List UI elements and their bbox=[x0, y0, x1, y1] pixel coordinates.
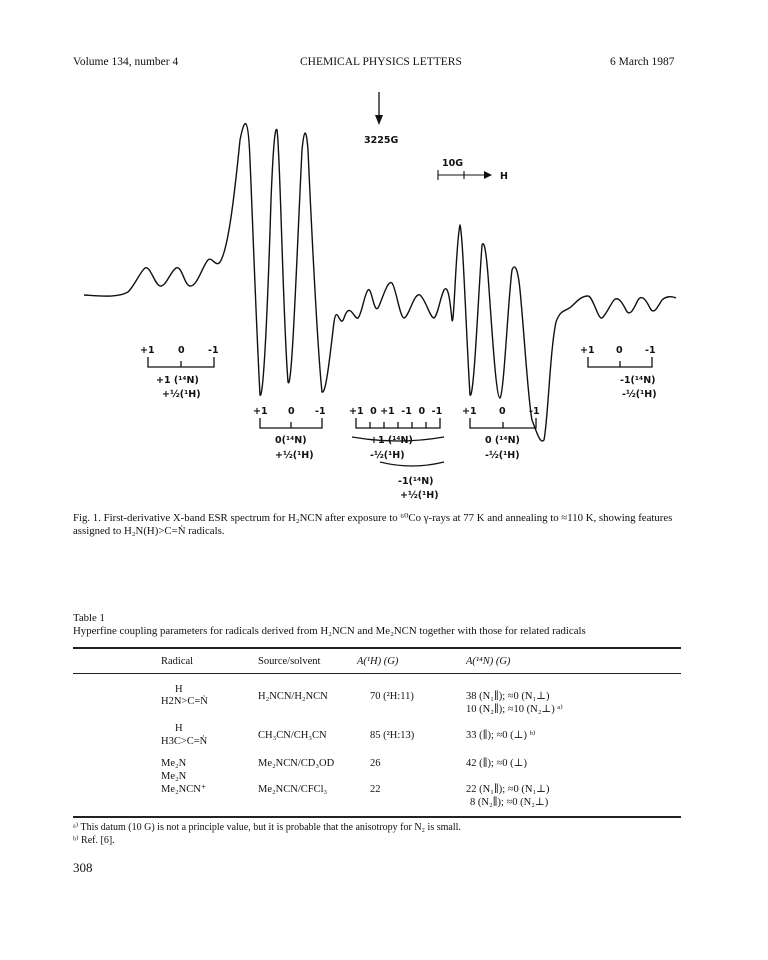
right-stick-num-minus1: -1 bbox=[645, 345, 656, 356]
c2-label-h: -½(¹H) bbox=[370, 450, 405, 461]
footnote-b: ᵇ⁾ Ref. [6]. bbox=[73, 835, 115, 846]
right-stick-num-plus1: +1 bbox=[580, 345, 595, 356]
right-label-h: -½(¹H) bbox=[622, 389, 657, 400]
row2-a-h: 85 (²H:13) bbox=[370, 730, 415, 741]
footnote-a: ᵃ⁾ This datum (10 G) is not a principle value, but it is probable that the anisotropy for N₂ is small. bbox=[73, 822, 461, 833]
row4-a-n-1: 22 (N₁∥); ≈0 (N₁⊥) bbox=[466, 784, 550, 795]
row3-radical-2: Me₂N bbox=[161, 771, 187, 782]
row4-radical: Me₂NCN⁺ bbox=[161, 784, 207, 795]
row1-a-n-2: 10 (N₂∥); ≈10 (N₂⊥) ᵃ⁾ bbox=[466, 704, 563, 715]
row1-source: H₂NCN/H₂NCN bbox=[258, 691, 328, 702]
left-stick-num-minus1: -1 bbox=[208, 345, 219, 356]
row3-source: Me₂NCN/CD₃OD bbox=[258, 758, 335, 769]
c3-num-plus1: +1 bbox=[462, 406, 477, 417]
col-header-source: Source/solvent bbox=[258, 656, 321, 667]
c2b-label-h: +½(¹H) bbox=[400, 490, 439, 501]
field-marker-label: 3225G bbox=[364, 135, 399, 146]
right-stick-num-0: 0 bbox=[616, 345, 623, 356]
c2-nums: +1 0 +1 -1 0 -1 bbox=[349, 406, 443, 417]
left-label-n: +1 (¹⁴N) bbox=[156, 375, 199, 386]
figure-caption: Fig. 1. First-derivative X-band ESR spectrum for H₂NCN after exposure to ⁶⁰Co γ-rays at 77 K and annealing to ≈110 K, showing features assigned to H₂N(H)>C=Ṅ radicals. bbox=[73, 512, 673, 537]
header-journal: CHEMICAL PHYSICS LETTERS bbox=[300, 56, 462, 68]
c1-num-0: 0 bbox=[288, 406, 295, 417]
table-top-rule bbox=[73, 647, 681, 649]
row4-a-h: 22 bbox=[370, 784, 381, 795]
row2-radical-h: H bbox=[175, 723, 183, 734]
scale-bar-label: 10G bbox=[442, 158, 464, 169]
c1-label-n: 0(¹⁴N) bbox=[275, 435, 307, 446]
row2-source: CH₃CN/CH₃CN bbox=[258, 730, 327, 741]
c3-num-0: 0 bbox=[499, 406, 506, 417]
table-bottom-rule bbox=[73, 816, 681, 818]
col-header-a-h: A(¹H) (G) bbox=[357, 656, 399, 667]
c1-label-h: +½(¹H) bbox=[275, 450, 314, 461]
row1-radical-h: H bbox=[175, 684, 183, 695]
table-title: Table 1 bbox=[73, 612, 105, 624]
table-header-rule bbox=[73, 673, 681, 674]
header-volume: Volume 134, number 4 bbox=[73, 56, 179, 68]
header-date: 6 March 1987 bbox=[610, 56, 675, 68]
c3-num-minus1: -1 bbox=[529, 406, 540, 417]
left-stick-num-0: 0 bbox=[178, 345, 185, 356]
row3-a-n-1: 42 (∥); ≈0 (⊥) bbox=[466, 758, 528, 769]
c2-label-n: +1 (¹⁴N) bbox=[370, 435, 413, 446]
table-title-block bbox=[73, 612, 586, 638]
row2-a-n-1: 33 (∥); ≈0 (⊥) ᵇ⁾ bbox=[466, 730, 536, 741]
c2b-label-n: -1(¹⁴N) bbox=[398, 476, 434, 487]
field-axis-label: H bbox=[500, 171, 508, 182]
c1-num-plus1: +1 bbox=[253, 406, 268, 417]
c1-num-minus1: -1 bbox=[315, 406, 326, 417]
c3-label-h: -½(¹H) bbox=[485, 450, 520, 461]
left-stick-num-plus1: +1 bbox=[140, 345, 155, 356]
c3-label-n: 0 (¹⁴N) bbox=[485, 435, 520, 446]
col-header-a-n: A(¹⁴N) (G) bbox=[466, 656, 511, 667]
page-number: 308 bbox=[73, 860, 93, 875]
col-header-radical: Radical bbox=[161, 656, 194, 667]
left-label-h: +½(¹H) bbox=[162, 389, 201, 400]
scale-bar bbox=[438, 170, 492, 180]
right-label-n: -1(¹⁴N) bbox=[620, 375, 656, 386]
row3-a-h: 26 bbox=[370, 758, 381, 769]
row4-source: Me₂NCN/CFCl₃ bbox=[258, 784, 328, 795]
row3-radical-1: Me₂N bbox=[161, 758, 187, 769]
row2-radical-main: H3C>C=Ṅ bbox=[161, 736, 208, 747]
row1-a-n-1: 38 (N₁∥); ≈0 (N₁⊥) bbox=[466, 691, 550, 702]
row1-radical-main: H2N>C=Ṅ bbox=[161, 696, 208, 707]
table-subtitle: Hyperfine coupling parameters for radicals derived from H₂NCN and Me₂NCN together with those for related radicals bbox=[73, 625, 586, 637]
field-marker-arrow bbox=[375, 92, 383, 125]
row4-a-n-2: 8 (N₂∥); ≈0 (N₂⊥) bbox=[470, 797, 549, 808]
row1-a-h: 70 (²H:11) bbox=[370, 691, 414, 702]
